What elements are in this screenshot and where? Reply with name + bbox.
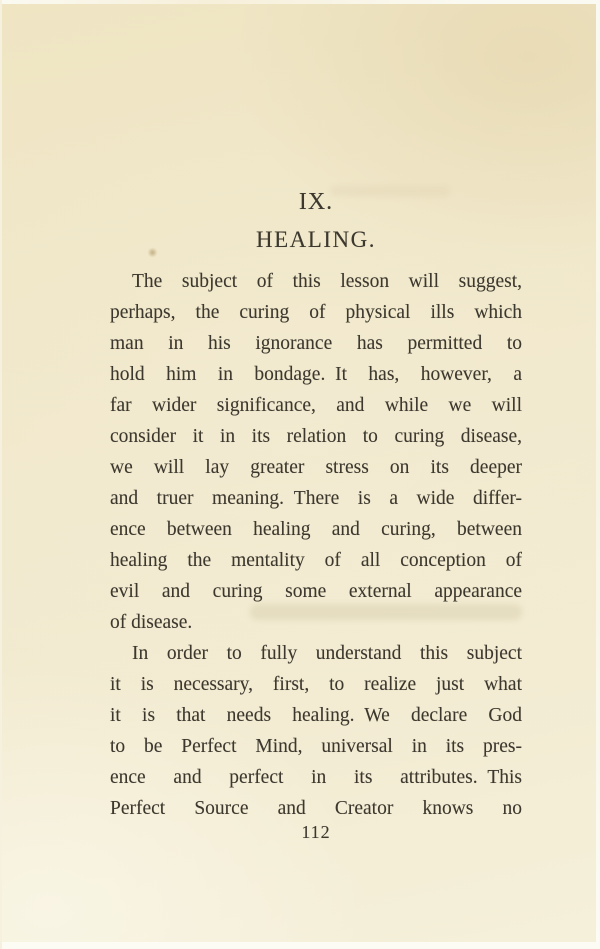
body-line: perhaps, the curing of physical ills which [110,302,522,323]
body-line: ence between healing and curing, between [110,519,522,540]
body-line: and truer meaning. There is a wide differ- [110,488,522,509]
body-line: Perfect Source and Creator knows no [110,798,522,819]
body-line: consider it in its relation to curing disease, [110,426,522,447]
body-line: of disease. [110,612,193,633]
chapter-title: HEALING. [256,227,376,252]
body-line: we will lay greater stress on its deeper [110,457,522,478]
scan-edge-right [596,0,600,949]
body-line: The subject of this lesson will suggest, [132,271,522,292]
chapter-number: IX. [298,189,334,215]
body-line: man in his ignorance has permitted to [110,333,522,354]
scan-edge-left [0,0,2,949]
body-line: healing the mentality of all conception of [110,550,522,571]
body-line: evil and curing some external appearance [110,581,522,602]
body-line: it is necessary, first, to realize just what [110,674,522,695]
body-text [110,266,522,824]
scan-edge-bottom [0,942,600,949]
body-line: hold him in bondage. It has, however, a [110,364,522,385]
body-line: ence and perfect in its attributes. This [110,767,522,788]
body-line: to be Perfect Mind, universal in its pres- [110,736,522,757]
body-line: In order to fully understand this subject [132,643,522,664]
page-number: 112 [301,822,331,842]
body-line: far wider significance, and while we will [110,395,522,416]
body-line: it is that needs healing. We declare God [110,705,522,726]
scan-edge-top [0,0,600,4]
